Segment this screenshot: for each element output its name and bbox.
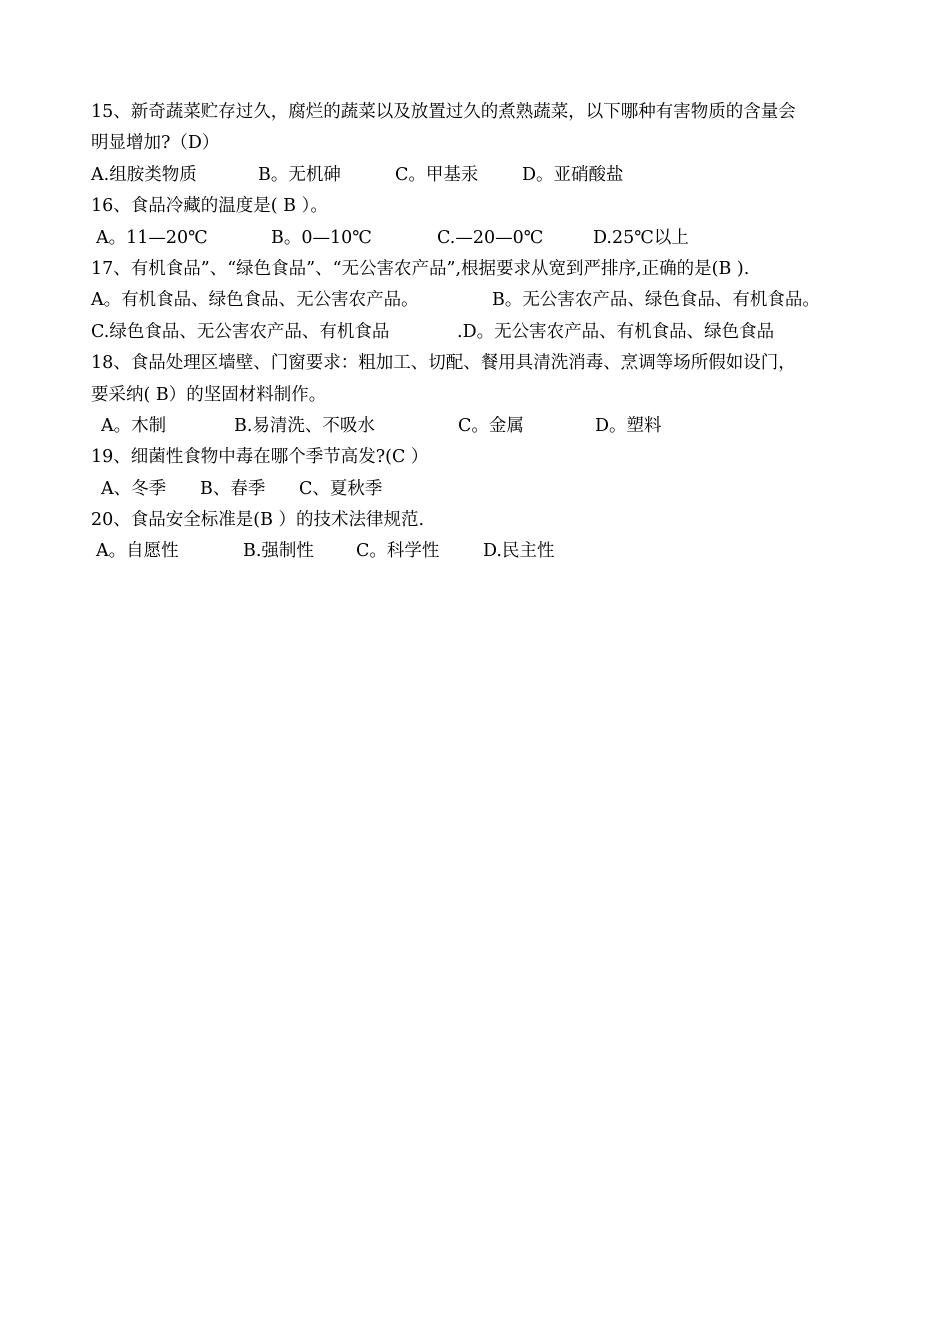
question-17-option-c: C.绿色食品、无公害农产品、有机食品 [91,321,390,342]
question-19-options [91,474,881,505]
question-20-option-b: B.强制性 [243,541,314,562]
question-20-option-a: A。自愿性 [96,541,179,562]
question-18-option-a: A。木制 [101,415,167,436]
question-19-stem: 19、细菌性食物中毒在哪个季节高发?(C ） [91,447,429,468]
question-17-stem: 17、有机食品”、“绿色食品”、“无公害农产品”,根据要求从宽到严排序,正确的是(B ). [91,258,750,279]
question-15-stem-line-1: 15、新奇蔬菜贮存过久，腐烂的蔬菜以及放置过久的煮熟蔬菜，以下哪种有害物质的含量会 [91,102,796,122]
question-15-option-c: C。甲基汞 [395,164,479,185]
question-20-stem: 20、食品安全标准是(B ）的技术法律规范. [91,510,425,531]
question-15-option-a: A.组胺类物质 [91,164,197,185]
question-15-option-d: D。亚硝酸盐 [522,164,624,185]
question-15-options [91,160,881,191]
question-20-options [91,536,881,567]
question-17-option-d: .D。无公害农产品、有机食品、绿色食品 [457,321,775,342]
question-16-option-a: A。11—20℃ [96,227,208,248]
question-17-options-row-2 [91,317,881,348]
question-16-stem: 16、食品冷藏的温度是( B ）。 [91,196,328,217]
question-16-option-c: C.—20—0℃ [437,227,544,248]
question-18-option-b: B.易清洗、不吸水 [234,415,375,436]
question-19-option-a: A、冬季 [101,478,167,499]
question-19-option-b: B、春季 [200,478,266,499]
question-15-option-b: B。无机砷 [258,164,341,185]
question-18-options [91,411,881,442]
question-20-option-d: D.民主性 [483,541,555,562]
question-17-option-b: B。无公害农产品、绿色食品、有机食品。 [492,290,820,311]
question-16-option-b: B。0—10℃ [271,227,372,248]
question-16-options [91,223,881,254]
question-list [91,97,881,568]
question-18-option-d: D。塑料 [595,415,662,436]
question-19-option-c: C、夏秋季 [299,478,383,499]
question-18-stem-line-1: 18、食品处理区墙壁、门窗要求：粗加工、切配、餐用具清洗消毒、烹调等场所假如设门， [91,353,796,374]
question-18-stem-line-2: 要采纳( B）的坚固材料制作。 [91,384,327,405]
question-15-stem-line-2: 明显增加?（D） [91,133,220,154]
question-17-option-a: A。有机食品、绿色食品、无公害农产品。 [91,290,419,311]
question-18-option-c: C。金属 [458,415,524,436]
question-20-option-c: C。科学性 [356,541,440,562]
question-16-option-d: D.25℃以上 [593,227,689,248]
question-17-options-row-1 [91,285,881,316]
